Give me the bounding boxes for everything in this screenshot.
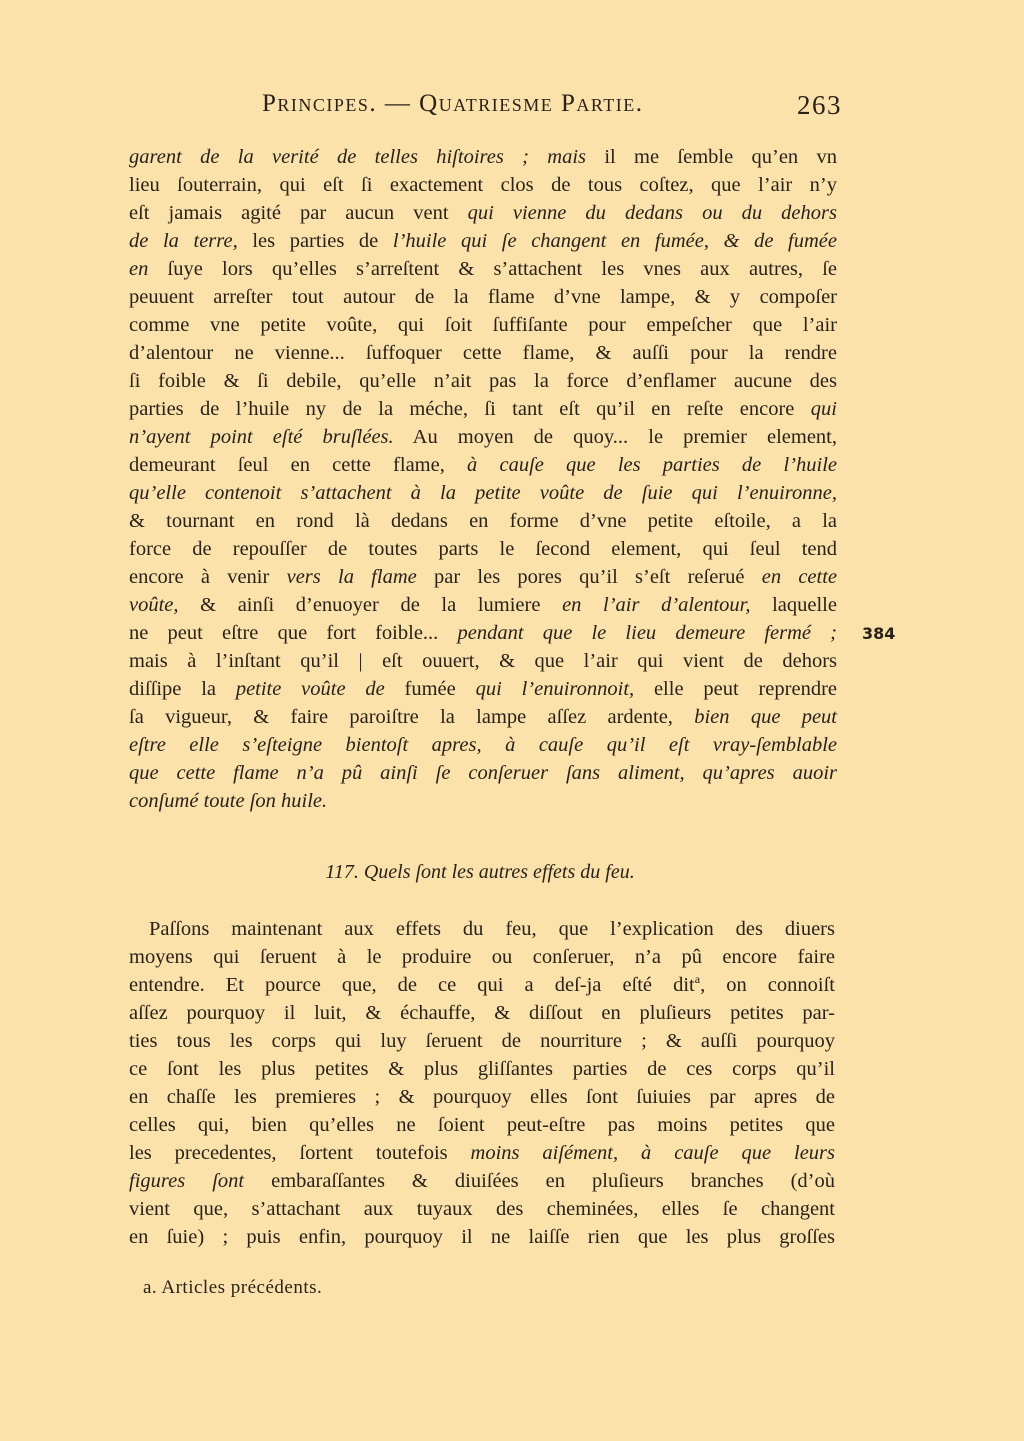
text-line: ties tous les corps qui luy ſeruent de nourriture ; & auſſi pourquoy bbox=[129, 1030, 835, 1052]
text-line: celles qui, bien qu’elles ne ſoient peut-eſtre pas moins petites que bbox=[129, 1114, 835, 1136]
running-header bbox=[262, 90, 842, 126]
text-line: encore à venir vers la flame par les pores qu’il s’eſt reſerué en cette bbox=[129, 566, 838, 588]
marginal-number: 384 bbox=[862, 624, 896, 643]
text-line: garent de la verité de telles hiſtoires ; mais il me ſemble qu’en vn bbox=[129, 146, 837, 168]
text-line: ſa vigueur, & faire paroiſtre la lampe aſſez ardente, bien que peut bbox=[129, 706, 837, 728]
text-line: en chaſſe les premieres ; & pourquoy elles ſont ſuiuies par apres de bbox=[129, 1086, 835, 1108]
text-line: force de repouſſer de toutes parts le ſecond element, qui ſeul tend bbox=[129, 538, 837, 560]
text-line: que cette flame n’a pû ainſi ſe conſeruer ſans aliment, qu’apres auoir bbox=[129, 762, 837, 784]
text-line: demeurant ſeul en cette flame, à cauſe que les parties de l’huile bbox=[129, 454, 837, 476]
text-line: d’alentour ne vienne... ſuffoquer cette flame, & auſſi pour la rendre bbox=[129, 342, 837, 364]
text-line: aſſez pourquoy il luit, & échauffe, & diſſout en pluſieurs petites par- bbox=[129, 1002, 835, 1024]
text-line: mais à l’inſtant qu’il | eſt ouuert, & que l’air qui vient de dehors bbox=[129, 650, 837, 672]
text-line: eſt jamais agité par aucun vent qui vienne du dedans ou du dehors bbox=[129, 202, 837, 224]
running-title: Principes. — Quatriesme Partie. bbox=[262, 90, 644, 117]
text-line: ce ſont les plus petites & plus gliſſantes parties de ces corps qu’il bbox=[129, 1058, 835, 1080]
page-number: 263 bbox=[797, 90, 842, 120]
text-line: conſumé toute ſon huile. bbox=[129, 790, 328, 812]
text-line: ne peut eſtre que fort foible... pendant que le lieu demeure fermé ; bbox=[129, 622, 838, 644]
text-line: moyens qui ſeruent à le produire ou conſeruer, n’a pû encore faire bbox=[129, 946, 835, 968]
text-line: voûte, & ainſi d’enuoyer de la lumiere en l’air d’alentour, laquelle bbox=[129, 594, 837, 616]
text-line: comme vne petite voûte, qui ſoit ſuffiſante pour empeſcher que l’air bbox=[129, 314, 837, 336]
text-line: en ſuye lors qu’elles s’arreſtent & s’attachent les vnes aux autres, ſe bbox=[129, 258, 837, 280]
text-line: ſi foible & ſi debile, qu’elle n’ait pas la force d’enflamer aucune des bbox=[129, 370, 837, 392]
section-heading: 117. Quels ſont les autres effets du feu. bbox=[325, 861, 635, 883]
text-line: Paſſons maintenant aux effets du feu, que l’explication des diuers bbox=[149, 918, 835, 940]
text-line: en ſuie) ; puis enfin, pourquoy il ne laiſſe rien que les plus groſſes bbox=[129, 1226, 835, 1248]
text-line: peuuent arreſter tout autour de la flame d’vne lampe, & y compoſer bbox=[129, 286, 837, 308]
text-line: les precedentes, ſortent toutefois moins aiſément, à cauſe que leurs bbox=[129, 1142, 835, 1164]
text-line: eſtre elle s’eſteigne bientoſt apres, à cauſe qu’il eſt vray-ſemblable bbox=[129, 734, 837, 756]
text-line: diſſipe la petite voûte de fumée qui l’enuironnoit, elle peut reprendre bbox=[129, 678, 837, 700]
text-line: lieu ſouterrain, qui eſt ſi exactement clos de tous coſtez, que l’air n’y bbox=[129, 174, 837, 196]
text-line: parties de l’huile ny de la méche, ſi tant eſt qu’il en reſte encore qui bbox=[129, 398, 837, 420]
text-line: qu’elle contenoit s’attachent à la petite voûte de ſuie qui l’enuironne, bbox=[129, 482, 837, 504]
text-line: vient que, s’attachant aux tuyaux des cheminées, elles ſe changent bbox=[129, 1198, 835, 1220]
footnote: a. Articles précédents. bbox=[143, 1277, 323, 1298]
text-line: & tournant en rond là dedans en forme d’vne petite eſtoile, a la bbox=[129, 510, 837, 532]
text-line: figures ſont embaraſſantes & diuiſées en pluſieurs branches (d’où bbox=[129, 1170, 836, 1192]
text-line: n’ayent point eſté bruſlées. Au moyen de quoy... le premier element, bbox=[129, 426, 838, 448]
text-line: entendre. Et pource que, de ce qui a deſ-ja eſté dit$^a$, on connoiſt bbox=[129, 972, 835, 996]
text-line: de la terre, les parties de l’huile qui ſe changent en fumée, & de fumée bbox=[129, 230, 838, 252]
